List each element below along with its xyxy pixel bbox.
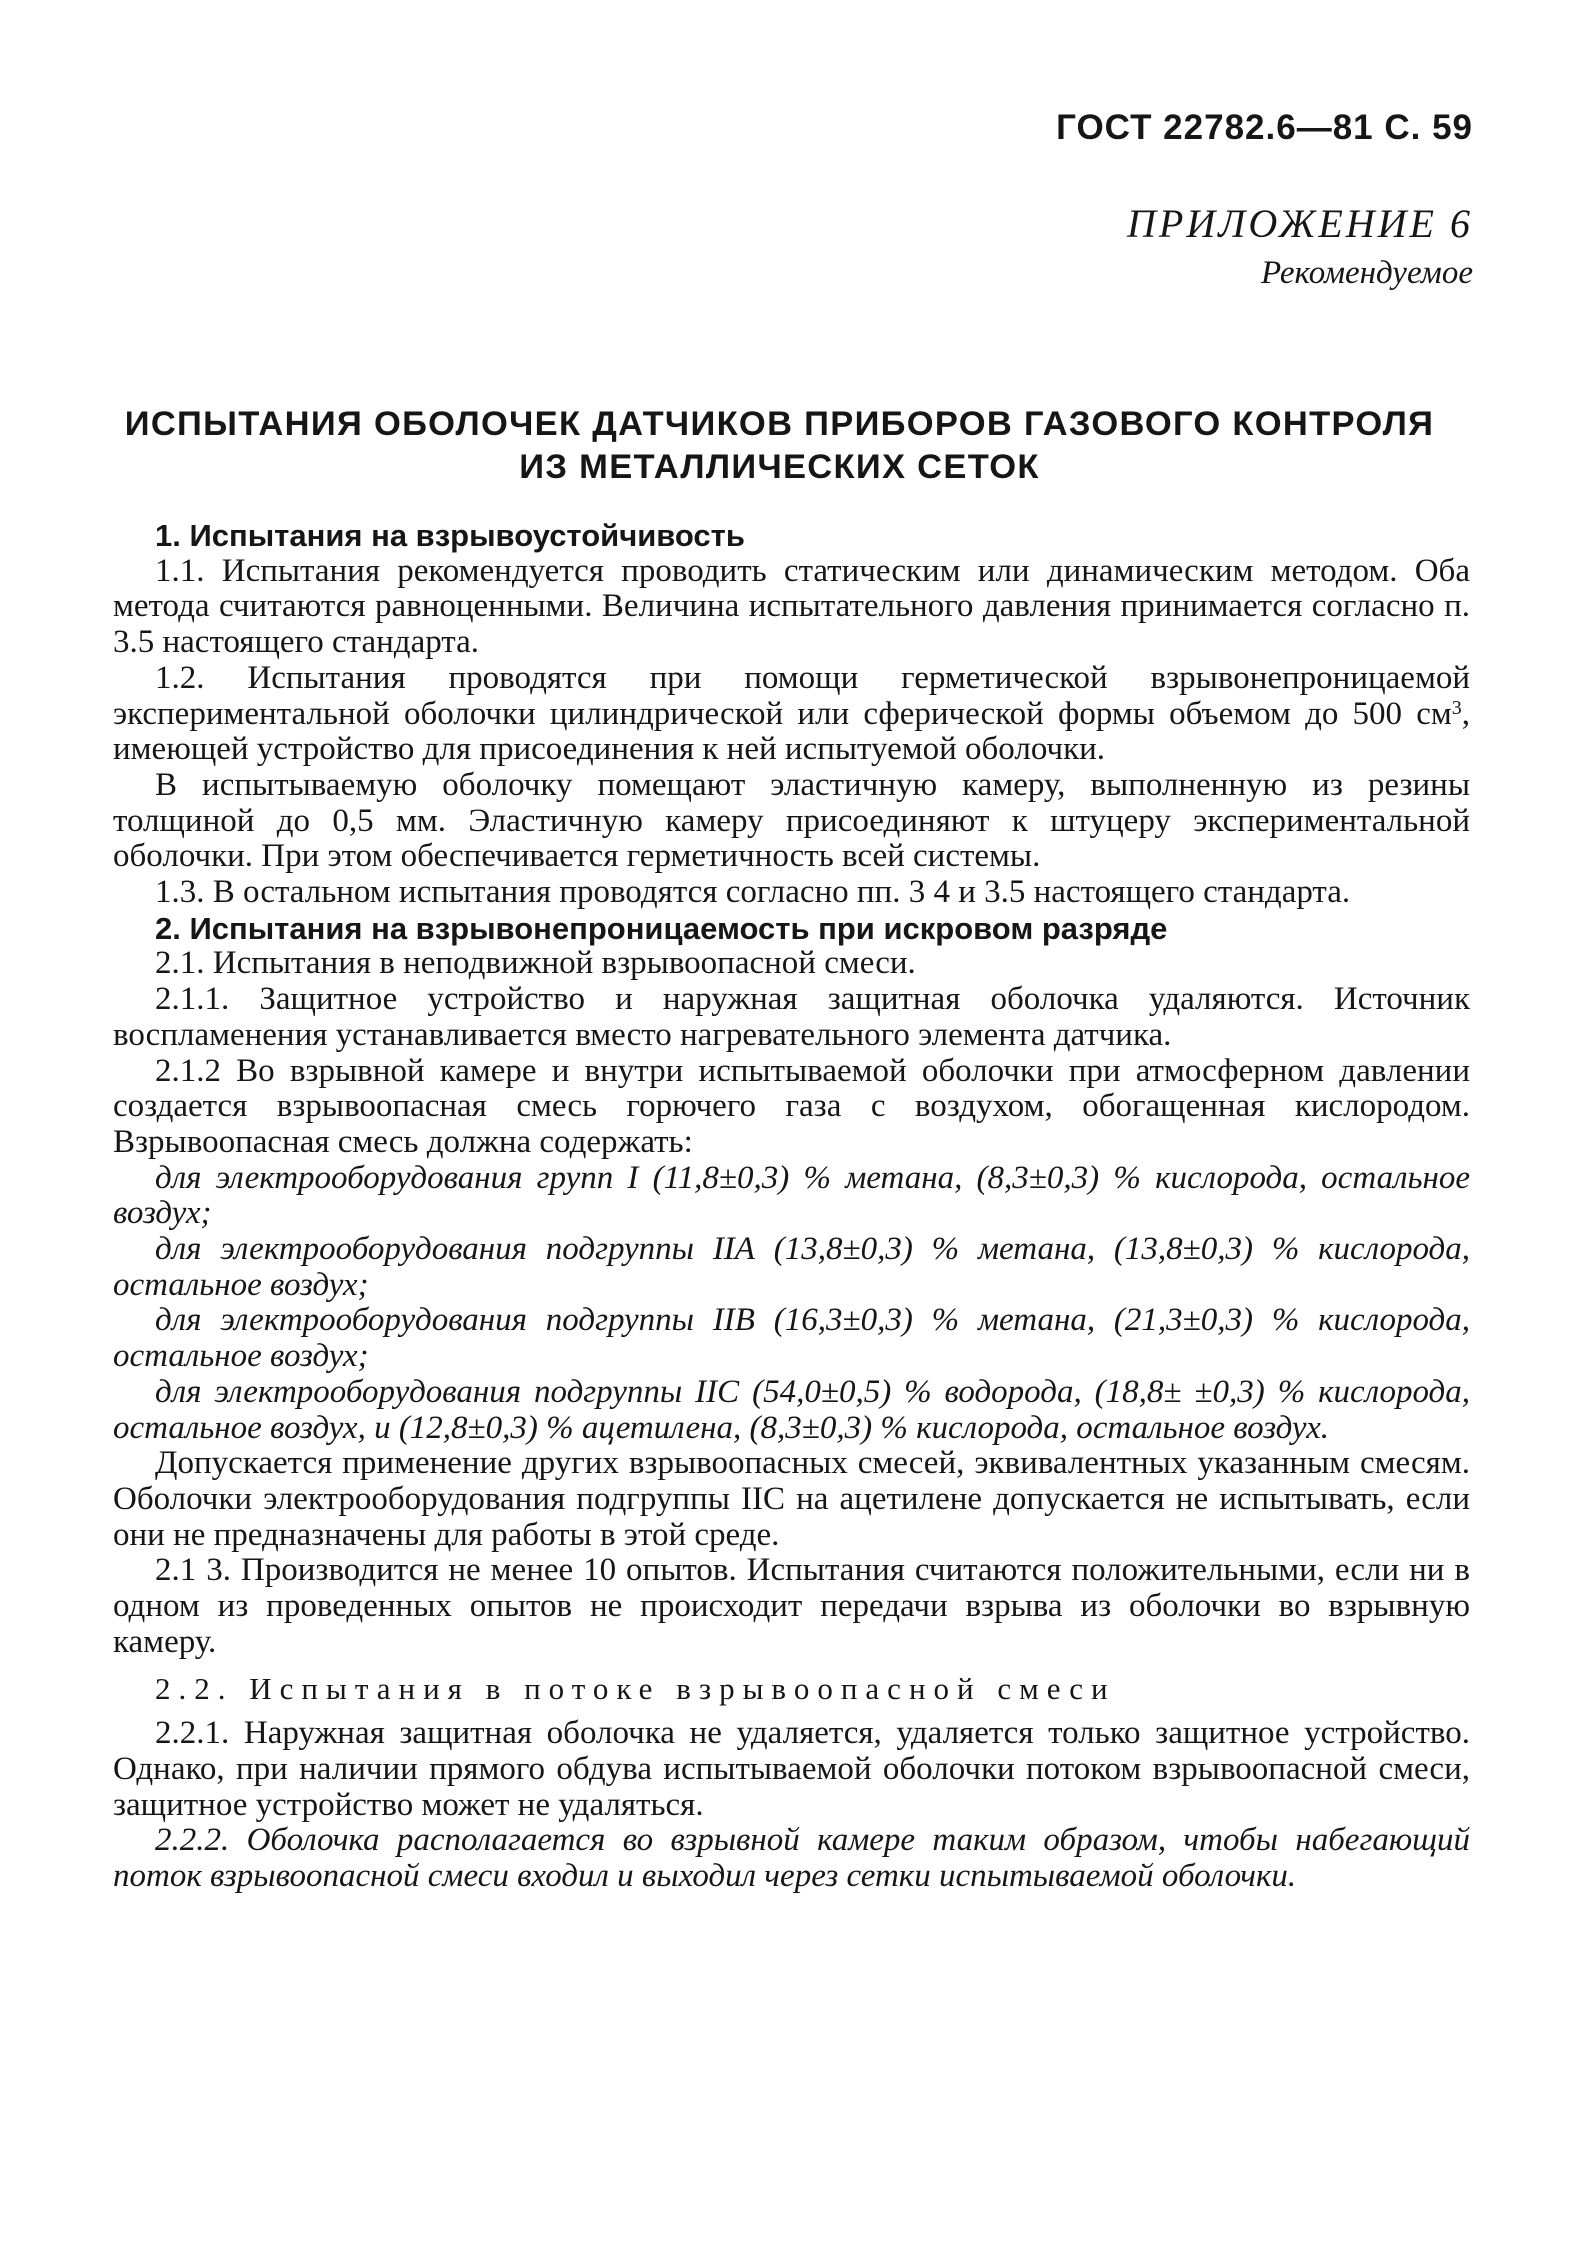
paragraph-1-3: 1.3. В остальном испытания проводятся согласно пп. 3 4 и 3.5 настоящего стандарта. <box>155 874 1351 911</box>
paragraph-1-2-cont: В испытываемую оболочку помещают эластичную камеру, выполненную из резины толщиной до 0,5 мм. Эластичную камеру присоединяют к штуцеру экспериментальной оболочки. При этом обеспечивается герметичность всей системы. <box>113 766 1470 875</box>
paragraph-2-1: 2.1. Испытания в неподвижной взрывоопасной смеси. <box>155 945 916 982</box>
page-header: ГОСТ 22782.6—81 С. 59 <box>1056 108 1473 147</box>
title-line-2: ИЗ МЕТАЛЛИЧЕСКИХ СЕТОК <box>519 448 1040 486</box>
mixture-group-1: для электрооборудования групп I (11,8±0,3) % метана, (8,3±0,3) % кислорода, остальное воздух; <box>113 1159 1470 1232</box>
section-heading-1: 1. Испытания на взрывоустойчивость <box>155 518 745 553</box>
paragraph-2-2-1: 2.2.1. Наружная защитная оболочка не удаляется, удаляется только защитное устройство. Однако, при наличии прямого обдува испытываемой оболочки потоком взрывоопасной смеси, защитное устройство может не удаляться. <box>113 1715 1470 1823</box>
paragraph-2-2-2: 2.2.2. Оболочка располагается во взрывной камере таким образом, чтобы набегающий поток взрывоопасной смеси входил и выходил через сетки испытываемой оболочки. <box>113 1822 1470 1895</box>
paragraph-2-1-2: 2.1.2 Во взрывной камере и внутри испытываемой оболочки при атмосферном давлении создается взрывоопасная смесь горючего газа с воздухом, обогащенная кислородом. Взрывоопасная смесь должна содержать: <box>113 1052 1470 1160</box>
paragraph-1-1: 1.1. Испытания рекомендуется проводить статическим или динамическим методом. Оба метода считаются равноценными. Величина испытательного давления принимается согласно п. 3.5 настоящего стандарта. <box>113 552 1470 661</box>
paragraph-2-1-3: 2.1 3. Производится не менее 10 опытов. Испытания считаются положительными, если ни в одном из проведенных опытов не происходит передачи взрыва из оболочки во взрывную камеру. <box>113 1552 1470 1660</box>
subsection-heading-2-2: 2.2. Испытания в потоке взрывоопасной смеси <box>155 1670 1116 1706</box>
document-body <box>113 518 1470 1895</box>
document-title <box>86 403 1473 489</box>
mixture-group-iia: для электрооборудования подгруппы IIА (13,8±0,3) % метана, (13,8±0,3) % кислорода, остальное воздух; <box>113 1231 1470 1303</box>
paragraph-2-1-1: 2.1.1. Защитное устройство и наружная защитная оболочка удаляются. Источник воспламенения устанавливается вместо нагревательного элемента датчика. <box>113 981 1470 1053</box>
annex-label: ПРИЛОЖЕНИЕ 6 <box>1127 201 1473 246</box>
annex-status: Рекомендуемое <box>1260 255 1473 291</box>
title-line-1: ИСПЫТАНИЯ ОБОЛОЧЕК ДАТЧИКОВ ПРИБОРОВ ГАЗОВОГО КОНТРОЛЯ <box>124 405 1435 443</box>
paragraph-1-2: 1.2. Испытания проводятся при помощи герметической взрывонепроницаемой экспериментальной оболочки цилиндрической или сферической формы объемом до 500 $см^3$, имеющей устройство для присоединения к ней испытуемой оболочки. <box>113 659 1470 768</box>
section-heading-2: 2. Испытания на взрывонепроницаемость при искровом разряде <box>155 910 1168 946</box>
mixture-group-iib: для электрооборудования подгруппы IIВ (16,3±0,3) % метана, (21,3±0,3) % кислорода, остальное воздух; <box>113 1302 1470 1375</box>
mixture-group-iic: для электрооборудования подгруппы IIС (54,0±0,5) % водорода, (18,8± ±0,3) % кислорода, остальное воздух, и (12,8±0,3) % ацетилена, (8,3±0,3) % кислорода, остальное воздух. <box>113 1373 1470 1446</box>
paragraph-allowed: Допускается применение других взрывоопасных смесей, эквивалентных указанным смесям. Оболочки электрооборудования подгруппы IIС на ацетилене допускается не испытывать, если они не предназначены для работы в этой среде. <box>113 1445 1470 1553</box>
annex-block <box>1127 200 1473 292</box>
